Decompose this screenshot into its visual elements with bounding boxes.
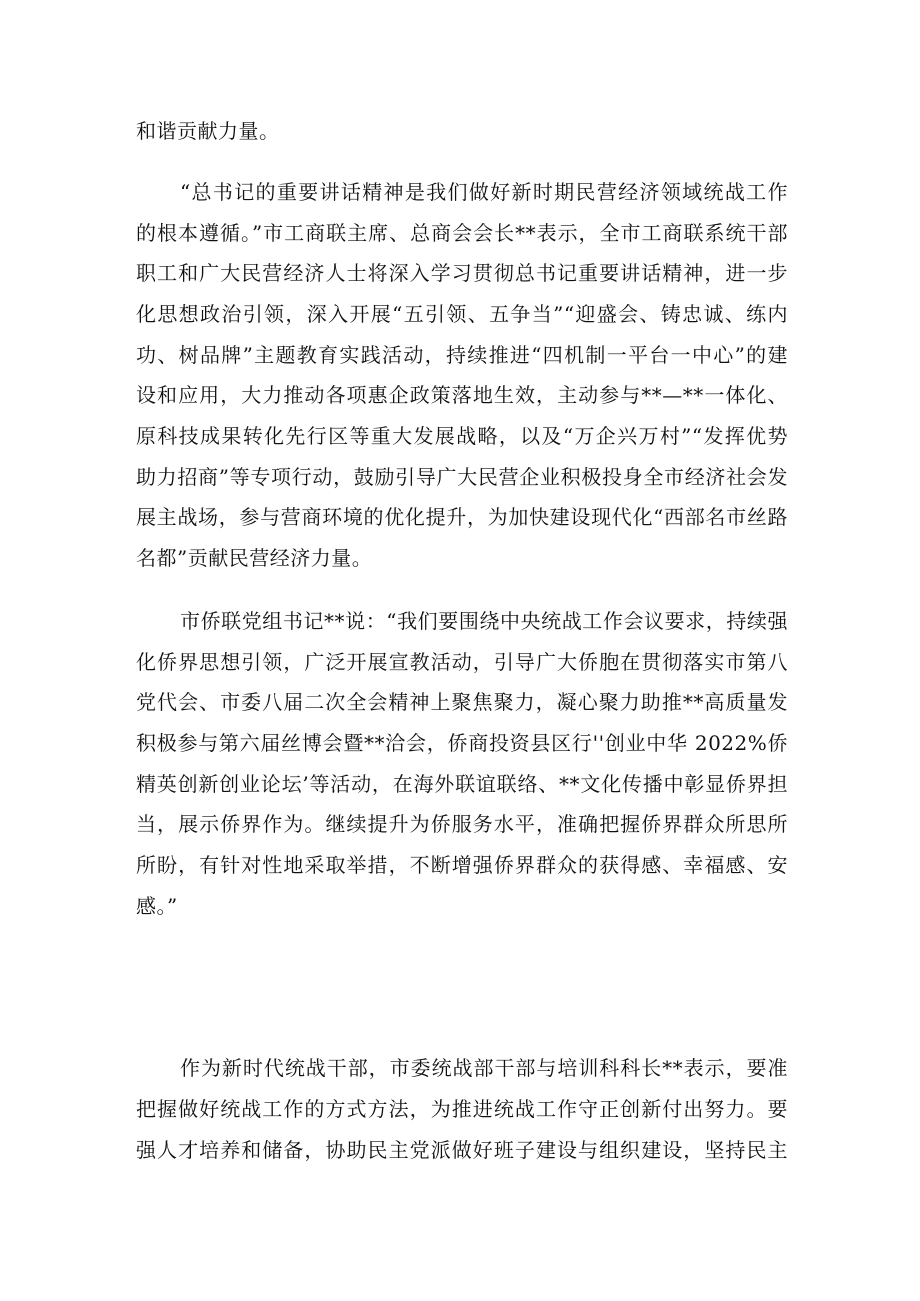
text-line: 原科技成果转化先行区等重大发展战略，以及“万企兴万村”“发挥优势	[136, 424, 788, 448]
text-line: 功、树品牌”主题教育实践活动，持续推进“四机制一平台一中心”的建	[136, 343, 788, 367]
text-line: 展主战场，参与营商环境的优化提升，为加快建设现代化“西部名市丝路	[136, 505, 788, 529]
text-line: “总书记的重要讲话精神是我们做好新时期民营经济领域统战工作	[180, 180, 788, 204]
text-line: 感。”	[136, 894, 178, 918]
text-line: 当，展示侨界作为。继续提升为侨服务水平，准确把握侨界群众所思所	[136, 812, 788, 836]
text-line: 党代会、市委八届二次全会精神上聚焦聚力，凝心聚力助推**高质量发	[136, 690, 788, 714]
text-line: 积极参与第六届丝博会暨**洽会，侨商投资县区行''创业中华 2022%侨	[136, 731, 788, 755]
text-line: 助力招商”等专项行动，鼓励引导广大民营企业积极投身全市经济社会发	[136, 465, 788, 489]
text-line: 市侨联党组书记**说：“我们要围绕中央统战工作会议要求，持续强	[180, 609, 788, 633]
text-line: 强人才培养和储备，协助民主党派做好班子建设与组织建设，坚持民主	[136, 1138, 788, 1162]
text-line: 的根本遵循。”市工商联主席、总商会会长**表示，全市工商联系统干部	[136, 221, 788, 245]
text-line: 和谐贡献力量。	[136, 119, 280, 143]
text-line: 名都”贡献民营经济力量。	[136, 546, 373, 570]
text-line: 精英创新创业论坛’等活动，在海外联谊联络、**文化传播中彰显侨界担	[136, 772, 788, 796]
text-line: 所盼，有针对性地采取举措，不断增强侨界群众的获得感、幸福感、安	[136, 853, 788, 877]
text-line: 化侨界思想引领，广泛开展宣教活动，引导广大侨胞在贯彻落实市第八	[136, 650, 788, 674]
text-line: 职工和广大民营经济人士将深入学习贯彻总书记重要讲话精神，进一步	[136, 261, 788, 285]
text-line: 作为新时代统战干部，市委统战部干部与培训科科长**表示，要准	[180, 1056, 788, 1080]
text-line: 设和应用，大力推动各项惠企政策落地生效，主动参与**—**一体化、	[136, 383, 788, 407]
text-line: 把握做好统战工作的方式方法，为推进统战工作守正创新付出努力。要	[136, 1097, 788, 1121]
text-line: 化思想政治引领，深入开展“五引领、五争当”“迎盛会、铸忠诚、练内	[136, 302, 788, 326]
